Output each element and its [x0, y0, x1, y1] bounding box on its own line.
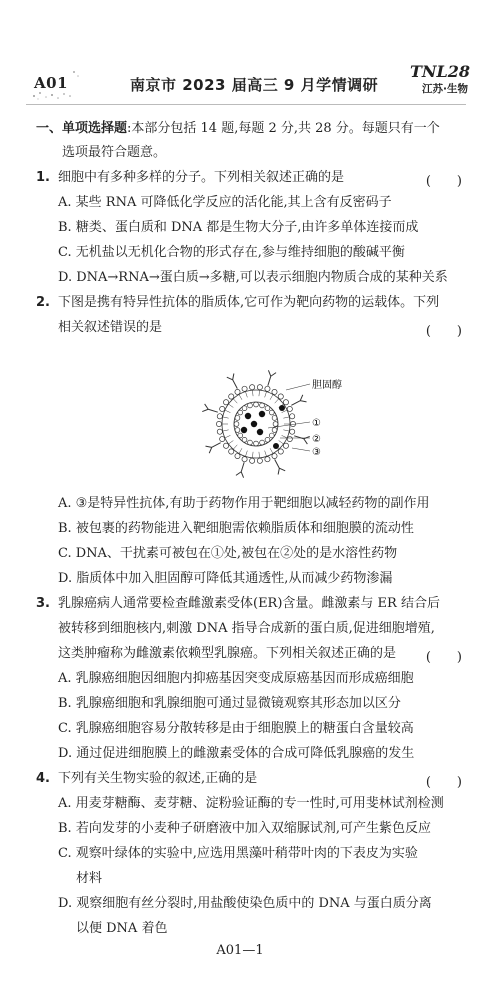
question-stem-line2: 被转移到细胞核内,刺激 DNA 指导合成新的蛋白质,促进细胞增殖,: [58, 621, 435, 636]
lipid-tail: [233, 445, 237, 450]
liposome-figure: [198, 358, 378, 488]
lipid-tail: [228, 404, 233, 408]
question-stem-line3: 这类肿瘤称为雌激素依赖型乳腺癌。下列相关叙述正确的是: [58, 646, 397, 661]
phospholipid-head: [265, 437, 270, 442]
phospholipid-head: [283, 400, 288, 405]
phospholipid-head: [242, 386, 247, 391]
label-1: ①: [312, 418, 321, 429]
phospholipid-head: [223, 443, 228, 448]
phospholipid-head: [260, 403, 265, 408]
lipid-tail: [239, 448, 242, 454]
option-a: A. 乳腺癌细胞因细胞内抑癌基因突变成原癌基因而形成癌细胞: [58, 671, 414, 686]
option-b: B. 糖类、蛋白质和 DNA 都是生物大分子,由许多单体连接而成: [58, 220, 419, 235]
phospholipid-head: [242, 437, 247, 442]
phospholipid-head: [287, 406, 292, 411]
section-desc-line2: 选项最符合题意。: [62, 145, 167, 160]
phospholipid-head: [235, 453, 240, 458]
lipid-tail: [270, 394, 273, 400]
section-heading: [36, 121, 440, 137]
phospholipid-head: [283, 443, 288, 448]
option-d: D. 观察细胞有丝分裂时,用盐酸使染色质中的 DNA 与蛋白质分离: [58, 896, 432, 911]
phospholipid-head: [217, 429, 222, 434]
series-logo: [410, 62, 471, 96]
phospholipid-head: [216, 421, 221, 426]
lipid-tail: [275, 398, 279, 403]
phospholipid-head: [242, 406, 247, 411]
phospholipid-head: [254, 441, 259, 446]
lipid-tail: [265, 391, 267, 397]
phospholipid-head: [257, 385, 262, 390]
antibody-y-icon: [268, 370, 276, 386]
lipid-tail: [270, 448, 273, 454]
antibody-y-icon: [275, 459, 286, 474]
lipid-tail: [245, 451, 247, 457]
logo-subject: 江苏·生物: [422, 83, 468, 95]
option-a: A. 用麦芽糖酶、麦芽糖、淀粉验证酶的专一性时,可用斐林试剂检测: [58, 796, 444, 811]
lipid-tail: [283, 430, 289, 431]
phospholipid-head: [242, 457, 247, 462]
phospholipid-head: [269, 410, 274, 415]
option-d: D. DNA→RNA→蛋白质→多糖,可以表示细胞内物质合成的某种关系: [58, 270, 448, 285]
option-d-line2: 以便 DNA 着色: [76, 921, 168, 936]
lipid-tail: [224, 410, 230, 413]
phospholipid-head: [265, 406, 270, 411]
phospholipid-head: [287, 436, 292, 441]
question-stem: 下列有关生物实验的叙述,正确的是: [58, 771, 258, 786]
section-desc-line1: :本部分包括 14 题,每题 2 分,共 28 分。每题只有一个: [127, 121, 440, 136]
label-cholesterol: 胆固醇: [312, 380, 342, 391]
lipid-tail: [259, 452, 260, 458]
answer-parentheses: ( ): [425, 650, 462, 665]
phospholipid-head: [273, 422, 278, 427]
answer-parentheses: ( ): [425, 775, 462, 790]
phospholipid-head: [223, 400, 228, 405]
answer-parentheses: ( ): [425, 174, 462, 189]
antibody-y-icon: [294, 436, 310, 444]
section-label: 一、单项选择题: [36, 121, 128, 136]
phospholipid-head: [290, 429, 295, 434]
phospholipid-head: [220, 436, 225, 441]
lipid-tail: [279, 440, 284, 444]
phospholipid-head: [257, 458, 262, 463]
option-b: B. 乳腺癌细胞和乳腺细胞可通过显微镜观察其形态加以区分: [58, 696, 401, 711]
paper-title: 南京市 2023 届高三 9 月学情调研: [130, 76, 379, 94]
lipid-tail: [222, 417, 228, 418]
lipid-tail: [252, 452, 253, 458]
phospholipid-head: [272, 453, 277, 458]
phospholipid-head: [238, 433, 243, 438]
lipid-tail: [252, 390, 253, 396]
label-2: ②: [312, 434, 321, 445]
logo-number: 28: [447, 62, 471, 81]
phospholipid-head: [250, 385, 255, 390]
header-divider: [26, 104, 466, 105]
option-c-line2: 材料: [76, 871, 103, 886]
membrane-drug-dot: [279, 405, 285, 411]
phospholipid-head: [269, 433, 274, 438]
phospholipid-head: [220, 406, 225, 411]
phospholipid-head: [235, 428, 240, 433]
question-stem: 细胞中有多种多样的分子。下列相关叙述正确的是: [58, 170, 345, 185]
lipid-tail: [222, 430, 228, 431]
option-d: D. 脂质体中加入胆固醇可降低其通透性,从而减少药物渗漏: [58, 571, 393, 586]
option-c: C. DNA、干扰素可被包在①处,被包在②处的是水溶性药物: [58, 546, 398, 561]
question-stem-line2: 相关叙述错误的是: [58, 320, 163, 335]
option-c: C. 无机盐以无机化合物的形式存在,参与维持细胞的酸碱平衡: [58, 245, 405, 260]
lipid-tail: [228, 440, 233, 444]
membrane-drug-dot: [273, 443, 279, 449]
lipid-tail: [259, 390, 260, 396]
lipid-tail: [265, 451, 267, 457]
option-d: D. 通过促进细胞膜上的雌激素受体的合成可降低乳腺癌的发生: [58, 746, 415, 761]
option-c: C. 乳腺癌细胞容易分散转移是由于细胞膜上的糖蛋白含量较高: [58, 721, 414, 736]
option-b: B. 被包裹的药物能进入靶细胞需依赖脂质体和细胞膜的流动性: [58, 521, 414, 536]
antibody-y-icon: [205, 443, 220, 454]
option-a: A. ③是特异性抗体,有助于药物作用于靶细胞以减轻药物的副作用: [58, 496, 430, 511]
answer-parentheses: ( ): [425, 324, 462, 339]
question-stem: 乳腺癌病人通常要检查雌激素受体(ER)含量。雌激素与 ER 结合后: [58, 596, 440, 611]
option-c: C. 观察叶绿体的实验中,应选用黑藻叶稍带叶肉的下表皮为实验: [58, 846, 418, 861]
phospholipid-head: [260, 440, 265, 445]
phospholipid-head: [248, 440, 253, 445]
option-a: A. 某些 RNA 可降低化学反应的活化能,其上含有反密码子: [58, 195, 392, 210]
phospholipid-head: [235, 416, 240, 421]
lipid-tail: [239, 394, 242, 400]
antibody-y-icon: [227, 373, 238, 388]
question-stem: 下图是携有特异性抗体的脂质体,它可作为靶向药物的运载体。下列: [58, 295, 440, 310]
antibody-y-icon: [236, 462, 244, 478]
lipid-tail: [282, 435, 288, 438]
page-number: A01—1: [216, 943, 264, 958]
phospholipid-head: [217, 414, 222, 419]
lipid-tail: [245, 391, 247, 397]
phospholipid-head: [290, 414, 295, 419]
option-b: B. 若向发芽的小麦种子研磨液中加入双缩脲试剂,可产生紫色反应: [58, 821, 431, 836]
phospholipid-head: [272, 389, 277, 394]
lipid-tail: [283, 417, 289, 418]
label-3: ③: [312, 447, 321, 458]
question-number: 4.: [36, 771, 50, 786]
lipid-tail: [233, 398, 237, 403]
page-header: [0, 60, 480, 100]
lipid-tail: [224, 435, 230, 438]
phospholipid-head: [254, 402, 259, 407]
logo-text: TNL: [410, 62, 448, 81]
question-number: 3.: [36, 596, 50, 611]
question-number: 2.: [36, 295, 50, 310]
phospholipid-head: [272, 428, 277, 433]
question-number: 1.: [36, 170, 50, 185]
phospholipid-head: [235, 389, 240, 394]
phospholipid-head: [272, 416, 277, 421]
phospholipid-head: [238, 410, 243, 415]
phospholipid-head: [250, 458, 255, 463]
phospholipid-head: [248, 403, 253, 408]
paper-code: A01: [34, 74, 69, 92]
liposome-diagram: [198, 358, 378, 488]
phospholipid-head: [265, 457, 270, 462]
phospholipid-head: [234, 422, 239, 427]
phospholipid-head: [265, 386, 270, 391]
antibody-y-icon: [291, 395, 306, 406]
antibody-y-icon: [202, 404, 218, 412]
